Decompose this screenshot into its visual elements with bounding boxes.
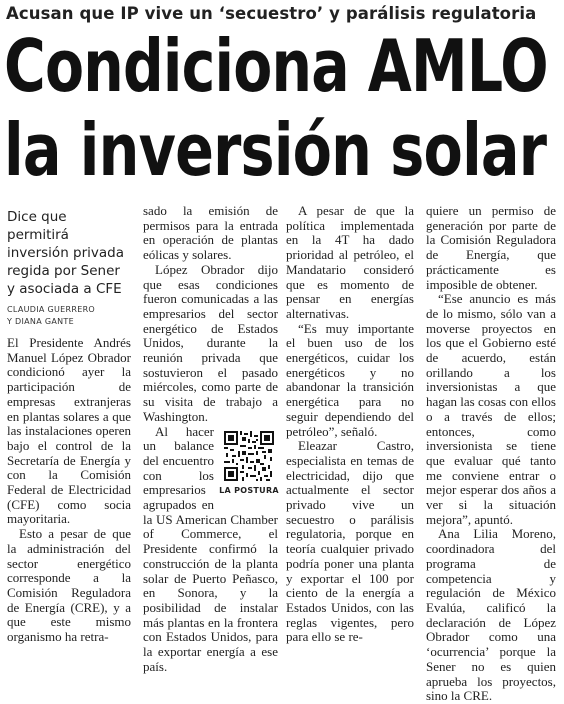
paragraph: quiere un permiso de generación por parte de la Comisión Reguladora de Energía, que prácticamente es imposible de obtener. xyxy=(426,203,556,292)
paragraph: sado la emisión de permisos para la entrada en operación de plantas eólicas y solares. xyxy=(143,203,278,263)
qr-code-icon xyxy=(224,431,274,481)
column-1 xyxy=(7,204,131,645)
column-4 xyxy=(426,204,556,704)
paragraph: López Obrador dijo que esas condiciones fueron comunicadas a las empresarios del sector energético de Estados Unidos, durante la reunión privada que sostuvieron el pasado miércoles, como parte de su visita de trabajo a Washington. xyxy=(143,261,278,424)
byline xyxy=(7,304,131,328)
qr-code[interactable] xyxy=(224,431,274,481)
headline-line-1: Condiciona AMLO xyxy=(4,24,548,108)
column-2 xyxy=(143,204,278,675)
paragraph: “Es muy importante el buen uso de los energéticos, cuidar los energéticos y no abandonar la transición energética para no seguir dependiendo del petróleo”, señaló. xyxy=(286,320,414,439)
qr-code-box[interactable] xyxy=(218,427,280,499)
paragraph: Eleazar Castro, especialista en temas de electricidad, dijo que actualmente el sector privado vive un secuestro o parálisis regulatoria, porque en teoría cualquier privado podría poner una planta y exportar el 100 por ciento de la energía a Estados Unidos, con las reglas vigentes, pero para ello se re- xyxy=(286,438,414,645)
deck: Dice que permitirá inversión privada regida por Sener y asociada a CFE xyxy=(7,209,125,297)
byline-author-2: Y DIANA GANTE xyxy=(7,317,74,326)
kicker: Acusan que IP vive un ‘secuestro’ y parálisis regulatoria xyxy=(6,4,537,23)
paragraph: “Ese anuncio es más de lo mismo, sólo van a moverse proyectos en los que el Gobierno esté de acuerdo, están orillando a los inversionistas a que hagan las cosas con ellos o a través de ellos; entonces, como inversionista se tiene que evaluar qué tanto me conviene entrar o mejor esperar dos años a ver si la situación mejora”, apuntó. xyxy=(426,291,556,527)
byline-author-1: CLAUDIA GUERRERO xyxy=(7,305,96,314)
paragraph: El Presidente Andrés Manuel López Obrador condicionó ayer la participación de empresas extranjeras en plantas solares a que las instalaciones operen bajo el control de la Secretaría de Energía y con la Comisión Federal de Electricidad (CFE) como socia mayoritaria. xyxy=(7,335,131,527)
paragraph: A pesar de que la política implementada en la 4T ha dado prioridad al petróleo, el Mandatario consideró que es momento de pensar en energías alternativas. xyxy=(286,203,414,321)
headline-line-2: la inversión solar xyxy=(4,108,547,192)
column-3 xyxy=(286,204,414,645)
paragraph: Esto a pesar de que la administración del sector energético corresponde a la Comisión Reguladora de Energía (CRE), y a que este mismo organismo ha retra- xyxy=(7,526,131,645)
paragraph: Ana Lilia Moreno, coordinadora del programa de competencia y regulación de México Evalúa, calificó la declaración de López Obrador como una ‘ocurrencia’ porque la Sener no es quien aprueba los proyectos, sino la CRE. xyxy=(426,526,556,704)
qr-label: LA POSTURA xyxy=(219,485,279,495)
paragraph: Al hacer un balance del encuentro con los empresarios agrupados en la US American Chamber of Commerce, el Presidente confirmó la construcción de la planta solar de Puerto Peñasco, en Sonora, y la posibilidad de instalar más plantas en la frontera con Estados Unidos, para la exportar energía a ese país. xyxy=(143,423,278,674)
